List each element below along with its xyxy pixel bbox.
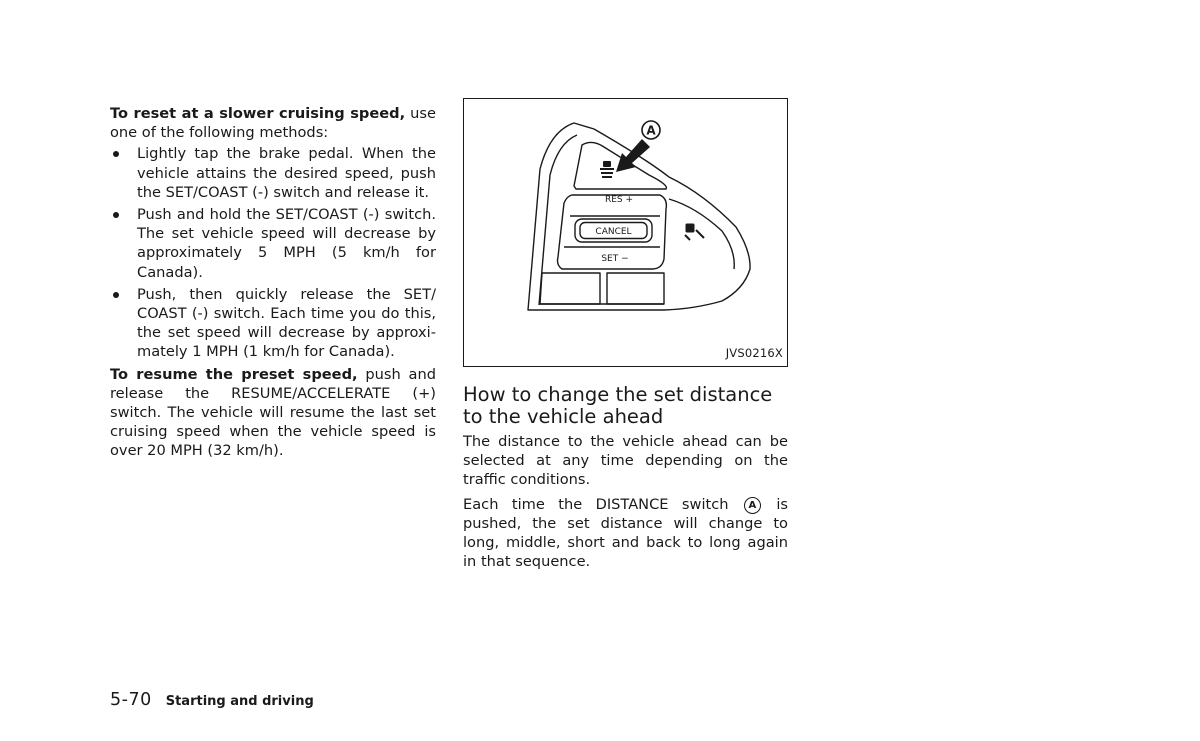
section-heading: How to change the set distance to the vehicle ahead <box>463 383 773 428</box>
slower-speed-intro <box>110 104 436 142</box>
list-item: Lightly tap the brake pedal. When the vehicle attains the desired speed, push the SET/COAST (-) switch and release it. <box>110 144 436 202</box>
distance-icon <box>600 161 614 178</box>
res-label: RES + <box>604 195 634 205</box>
left-column <box>110 104 436 461</box>
resume-speed-text: push and release the RESUME/ACCELERATE (+) switch. The vehicle will resume the last set cruising speed when the vehicle speed is over 20 MPH (32 km/h). <box>110 365 436 460</box>
resume-speed-paragraph <box>110 365 436 461</box>
list-item: Push, then quickly release the SET/ COAST (-) switch. Each time you do this, the set speed will decrease by approxi- mately 1 MPH (1 km/h for Canada). <box>110 285 436 362</box>
slower-speed-lead: To reset at a slower cruising speed, <box>110 105 406 122</box>
list-item: Push and hold the SET/COAST (-) switch. The set vehicle speed will decrease by approximately 5 MPH (5 km/h for Canada). <box>110 205 436 282</box>
right-column <box>463 98 788 576</box>
callout-a-marker: A <box>744 497 761 514</box>
cancel-label: CANCEL <box>595 227 632 237</box>
callout-arrow <box>616 139 650 172</box>
distance-text-before: Each time the DISTANCE switch <box>463 495 742 513</box>
page-footer <box>110 690 314 710</box>
lower-left-button <box>540 273 600 304</box>
steering-switch-illustration <box>464 99 787 366</box>
page-number: 5-70 <box>110 690 152 710</box>
distance-text-after: is pushed, the set distance will change to long, middle, short and back to long again in that sequence. <box>463 495 788 571</box>
slower-speed-text: use one of the following methods: <box>110 105 436 142</box>
set-label: SET − <box>601 254 629 264</box>
cruise-icon <box>685 224 704 240</box>
callout-label: A <box>646 123 656 138</box>
resume-speed-lead: To resume the preset speed, <box>110 365 358 383</box>
distance-switch-paragraph <box>463 495 788 572</box>
steering-switch-figure <box>463 98 788 367</box>
section-name: Starting and driving <box>165 694 314 709</box>
figure-code: JVS0216X <box>725 345 783 360</box>
distance-intro: The distance to the vehicle ahead can be selected at any time depending on the traffic conditions. <box>463 433 788 489</box>
slower-speed-methods <box>110 144 436 361</box>
lower-right-button <box>607 273 664 304</box>
